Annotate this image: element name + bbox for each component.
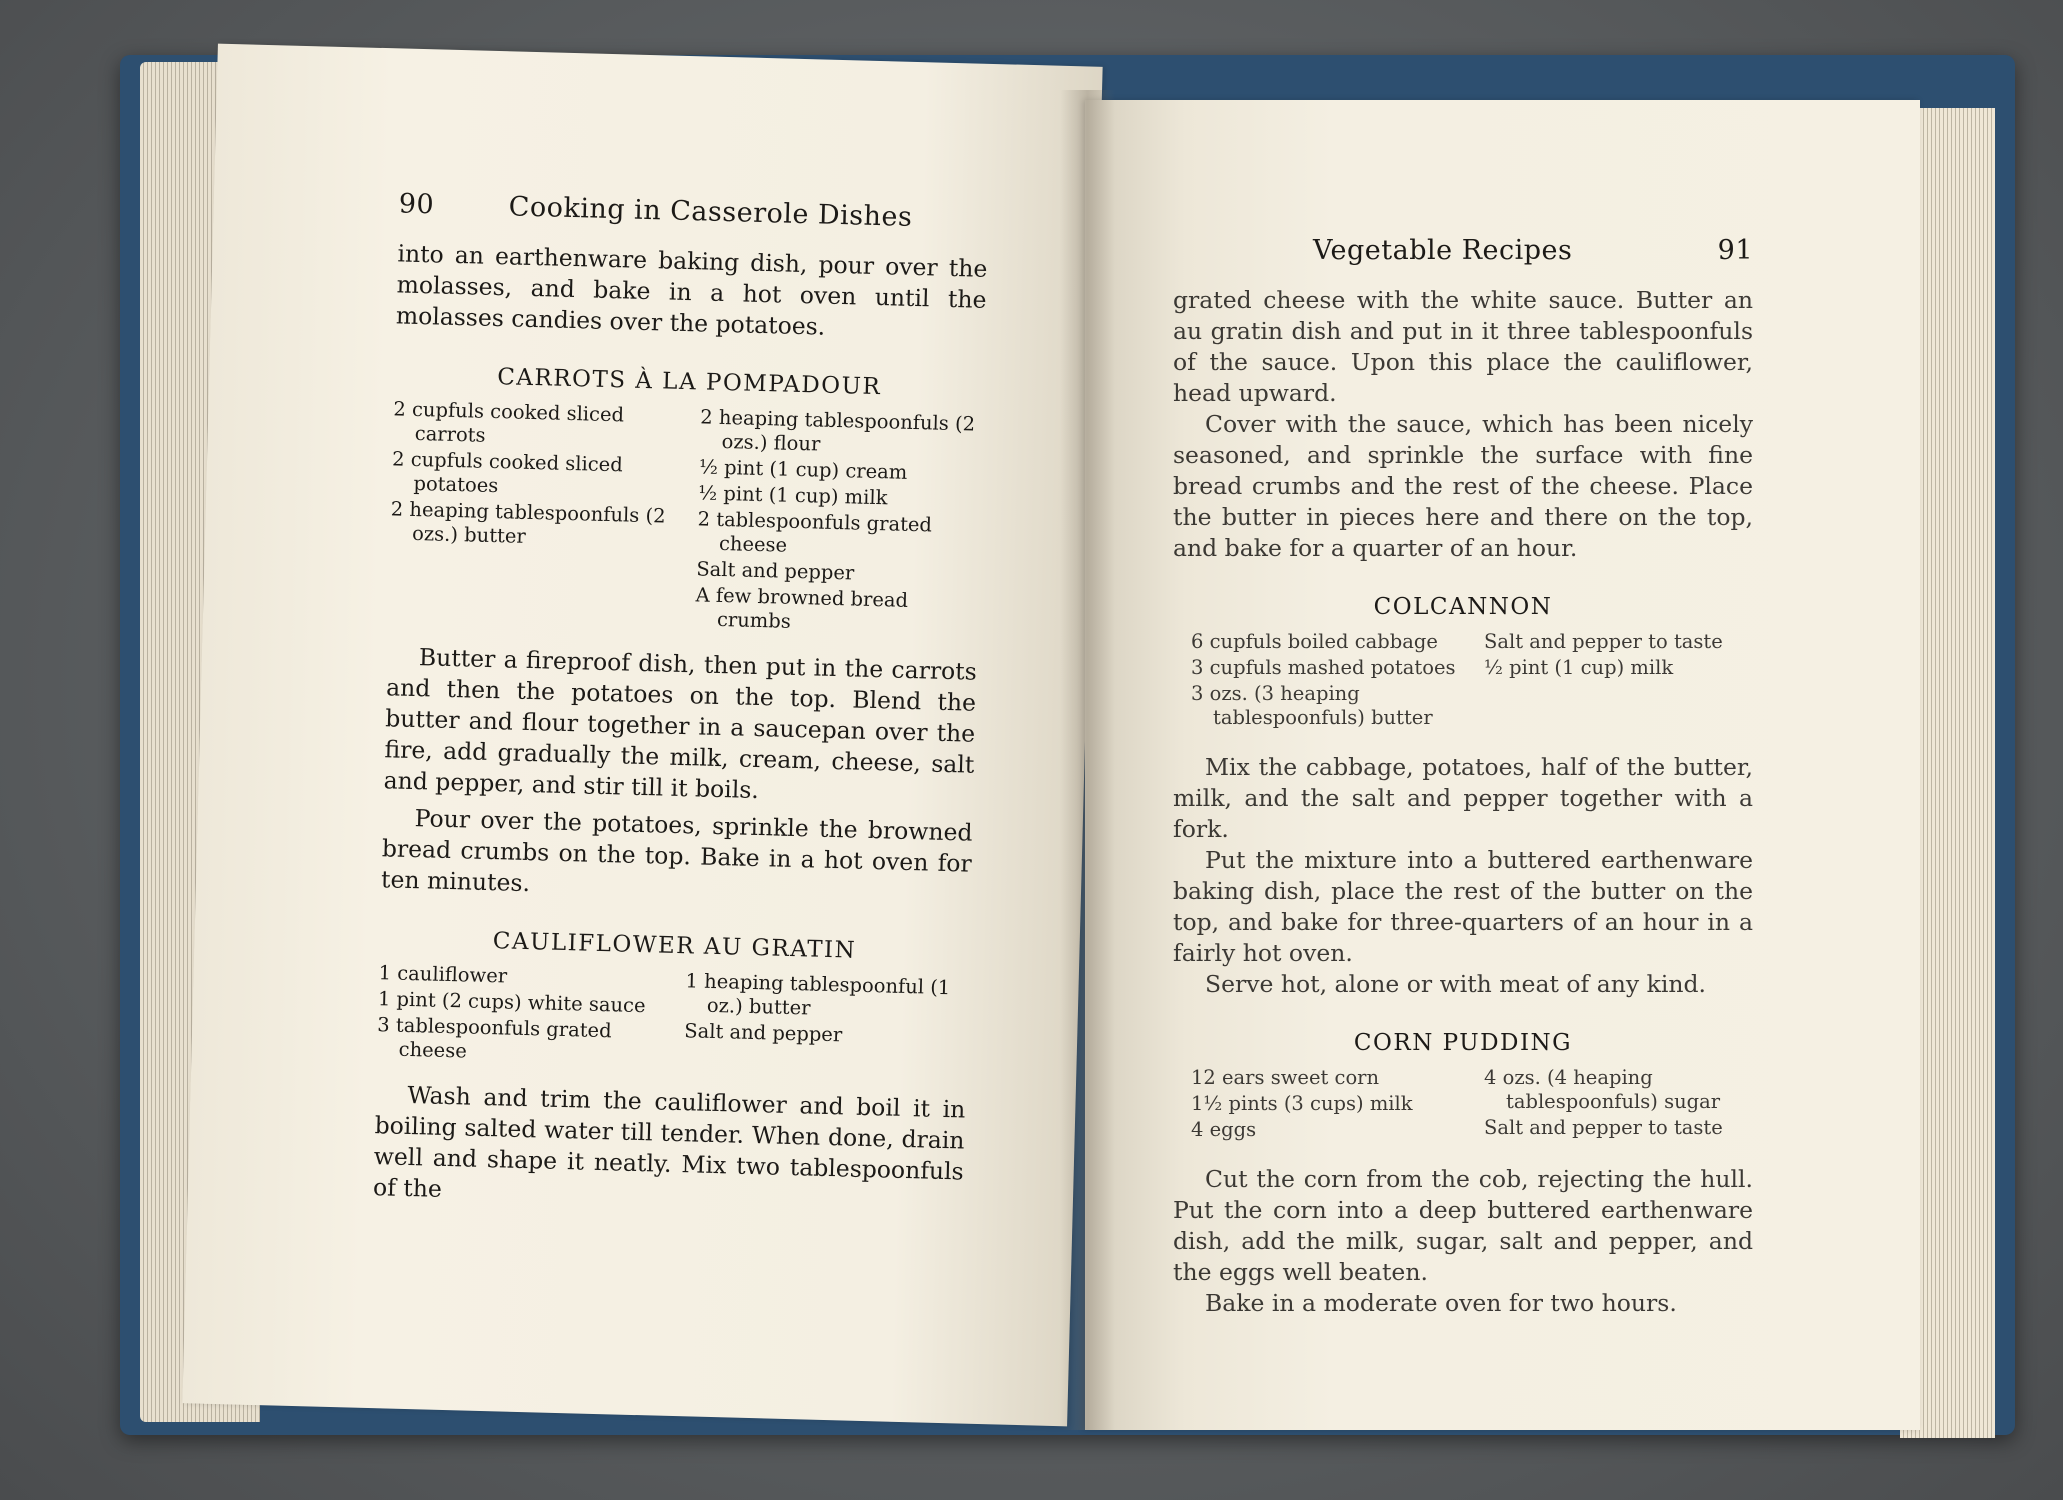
ingredient-column-left (1191, 1066, 1460, 1144)
ingredient: 2 cupfuls cooked sliced carrots (393, 397, 625, 447)
paragraph: Pour over the potatoes, sprinkle the browned bread crumbs on the top. Bake in a hot oven for ten minutes. (380, 804, 973, 898)
paragraph: Wash and trim the cauliflower and boil it in boiling salted water till tender. When done, drain well and shape it neatly. Mix two tablespoonfuls of the (372, 1080, 966, 1203)
paragraph: Bake in a moderate oven for two hours. (1205, 1289, 1677, 1317)
recipe-title: CORN PUDDING (1353, 1030, 1573, 1056)
paragraph: Put the mixture into a buttered earthenware baking dish, place the rest of the butter on the top, and bake for three-quarters of an hour in a fairly hot oven. (1173, 846, 1753, 967)
right-running-head (1173, 235, 1753, 285)
ingredient-column-right (1484, 1066, 1753, 1144)
ingredient: 2 heaping tablespoonfuls (2 ozs.) flour (700, 405, 976, 456)
ingredient: Salt and pepper (683, 1019, 843, 1047)
left-page (182, 44, 1102, 1427)
ingredient: 3 ozs. (3 heaping tablespoonfuls) butter (1191, 682, 1433, 729)
right-page (1085, 100, 1920, 1430)
ingredient: 3 cupfuls mashed potatoes (1191, 656, 1456, 679)
ingredient: Salt and pepper to taste (1484, 630, 1723, 653)
ingredient-column-left (1191, 630, 1460, 732)
page-number: 90 (398, 188, 435, 221)
ingredient: 2 heaping tablespoonfuls (2 ozs.) butter (390, 497, 666, 548)
ingredient: 2 cupfuls cooked sliced potatoes (391, 447, 624, 498)
paragraph: Mix the cabbage, potatoes, half of the butter, milk, and the salt and pepper together with a fork. (1173, 753, 1753, 843)
ingredient: 1½ pints (3 cups) milk (1191, 1092, 1413, 1115)
ingredient: A few browned bread crumbs (695, 583, 909, 633)
ingredient-column-right (695, 405, 984, 640)
paragraph: into an earthenware baking dish, pour over the molasses, and bake in a hot oven until the molasses candies over the potatoes. (395, 239, 988, 341)
ingredient: 6 cupfuls boiled cabbage (1191, 630, 1438, 653)
ingredient: 1 pint (2 cups) white sauce (377, 987, 646, 1018)
running-title: Cooking in Casserole Dishes (508, 191, 913, 233)
recipe-title: CAULIFLOWER AU GRATIN (492, 928, 857, 964)
ingredient: 1 heaping tablespoonful (1 oz.) butter (685, 969, 951, 1020)
ingredient: ½ pint (1 cup) milk (698, 481, 888, 510)
paragraph: Butter a fireproof dish, then put in the carrots and then the potatoes on the top. Blend the butter and flour together in a saucepan over the fire, add gradually the milk, cream, cheese, salt and pepper, and stir till it boils. (383, 643, 978, 805)
paragraph: grated cheese with the white sauce. Butter an au gratin dish and put in it three tablespoonfuls of the sauce. Upon this place the cauliflower, head upward. (1173, 286, 1753, 407)
paragraph: Serve hot, alone or with meat of any kind. (1205, 970, 1707, 998)
ingredient: Salt and pepper to taste (1484, 1116, 1723, 1139)
ingredient: 4 ozs. (4 heaping tablespoonfuls) sugar (1484, 1066, 1721, 1113)
paragraph: Cut the corn from the cob, rejecting the hull. Put the corn into a deep buttered earthenware dish, add the milk, sugar, salt and pepper, and the eggs well beaten. (1173, 1165, 1753, 1286)
ingredient-column-right (683, 969, 969, 1078)
left-page-content (373, 188, 989, 1218)
ingredient: 3 tablespoonfuls grated cheese (377, 1013, 612, 1063)
page-number: 91 (1717, 235, 1753, 266)
recipe-title: COLCANNON (1373, 594, 1553, 620)
book-gutter-shadow (1060, 90, 1115, 1430)
recipe-title: CARROTS À LA POMPADOUR (496, 364, 882, 401)
ingredient-column-left (388, 397, 677, 632)
ingredient-list (388, 397, 984, 640)
right-page-content (1173, 235, 1753, 1319)
ingredient: 4 eggs (1191, 1118, 1257, 1141)
ingredient: 12 ears sweet corn (1191, 1066, 1380, 1089)
ingredient-list (1191, 630, 1753, 732)
ingredient: 1 cauliflower (378, 961, 508, 988)
ingredient-list (376, 961, 968, 1078)
ingredient: ½ pint (1 cup) cream (698, 455, 908, 484)
ingredient: Salt and pepper (696, 557, 855, 585)
paragraph: Cover with the sauce, which has been nicely seasoned, and sprinkle the surface with fine bread crumbs and the rest of the cheese. Place the butter in pieces here and there on the top, and bake for a quarter of an hour. (1173, 410, 1753, 562)
ingredient: ½ pint (1 cup) milk (1484, 656, 1674, 679)
ingredient-list (1191, 1066, 1753, 1144)
ingredient-column-right (1484, 630, 1753, 732)
ingredient: 2 tablespoonfuls grated cheese (697, 507, 933, 557)
ingredient-column-left (376, 961, 662, 1070)
running-title: Vegetable Recipes (1313, 235, 1573, 266)
